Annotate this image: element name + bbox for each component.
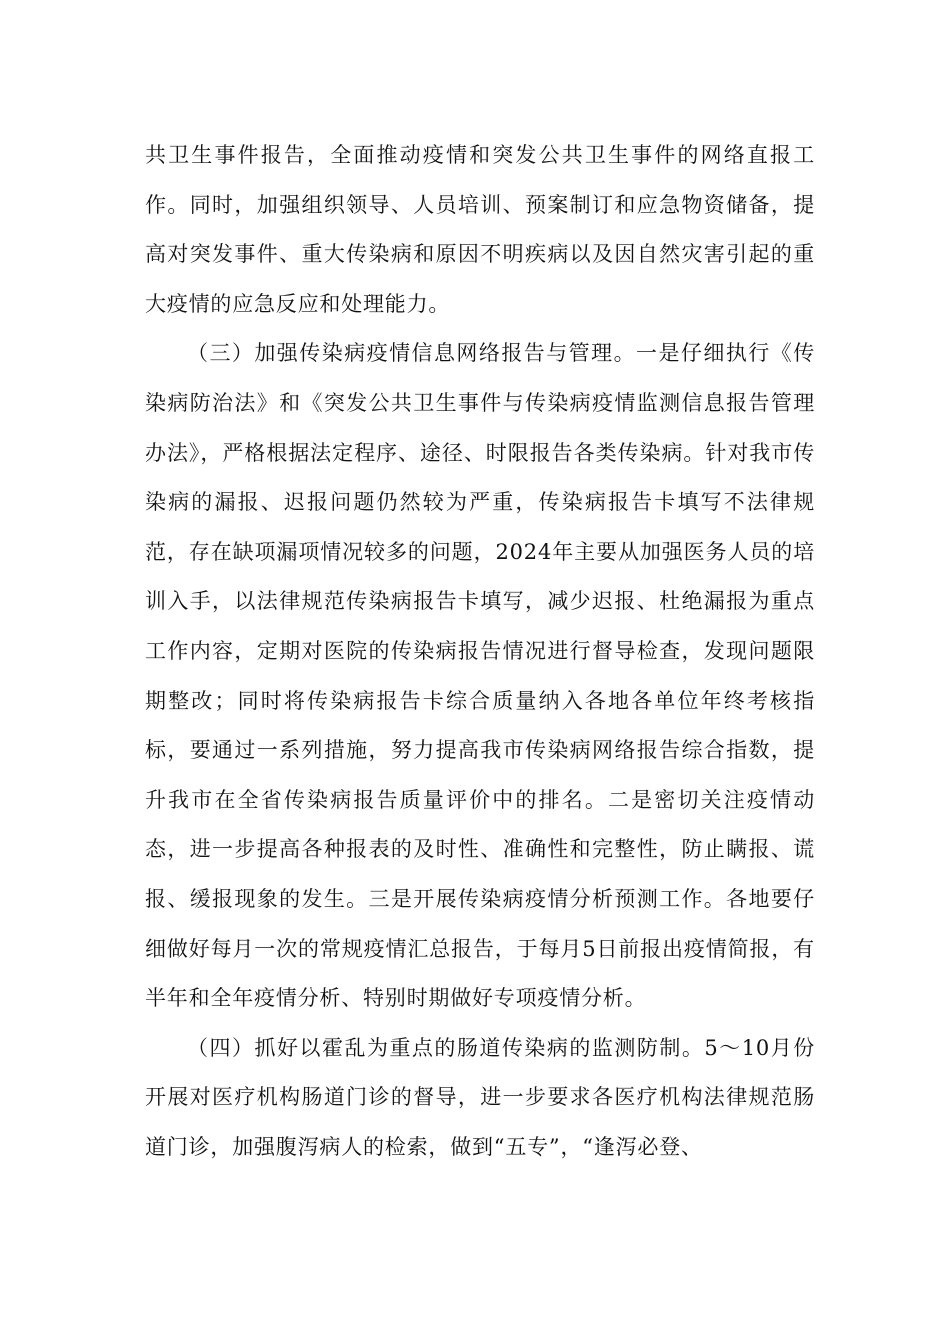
paragraph-continuation: 共卫生事件报告，全面推动疫情和突发公共卫生事件的网络直报工作。同时，加强组织领导、人员培训、预案制订和应急物资储备，提高对突发事件、重大传染病和原因不明疾病以及因自然灾害引起的重大疫情的应急反应和处理能力。 bbox=[145, 143, 815, 316]
paragraph-section-four: （四）抓好以霍乱为重点的肠道传染病的监测防制。5～10月份开展对医疗机构肠道门诊的督导，进一步要求各医疗机构法律规范肠道门诊，加强腹泻病人的检索，做到“五专”，“逢泻必登、 bbox=[145, 1035, 815, 1159]
paragraph-section-three: （三）加强传染病疫情信息网络报告与管理。一是仔细执行《传染病防治法》和《突发公共卫生事件与传染病疫情监测信息报告管理办法》，严格根据法定程序、途径、时限报告各类传染病。针对我市传染病的漏报、迟报问题仍然较为严重，传染病报告卡填写不法律规范，存在缺项漏项情况较多的问题，2024年主要从加强医务人员的培训入手，以法律规范传染病报告卡填写，减少迟报、杜绝漏报为重点工作内容，定期对医院的传染病报告情况进行督导检查，发现问题限期整改；同时将传染病报告卡综合质量纳入各地各单位年终考核指标，要通过一系列措施，努力提高我市传染病网络报告综合指数，提升我市在全省传染病报告质量评价中的排名。二是密切关注疫情动态，进一步提高各种报表的及时性、准确性和完整性，防止瞒报、谎报、缓报现象的发生。三是开展传染病疫情分析预测工作。各地要仔细做好每月一次的常规疫情汇总报告，于每月5日前报出疫情简报，有半年和全年疫情分析、特别时期做好专项疫情分析。 bbox=[145, 341, 815, 1011]
document-body bbox=[145, 131, 815, 1172]
